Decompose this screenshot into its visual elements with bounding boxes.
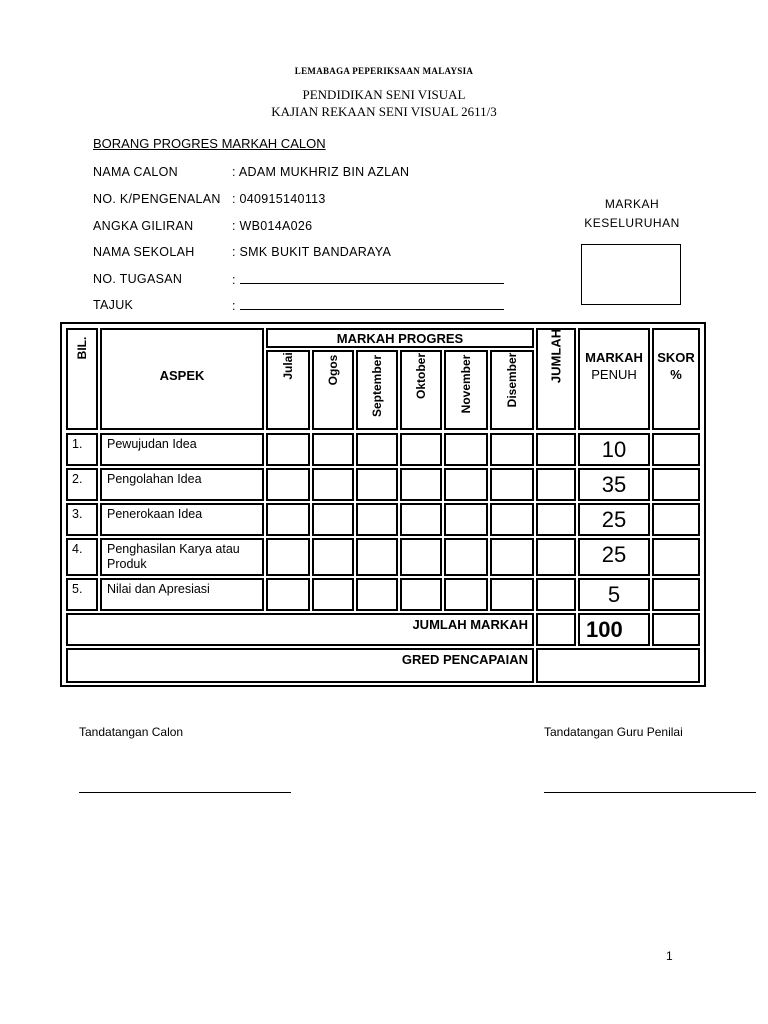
header-aspek-label: ASPEK bbox=[159, 368, 205, 383]
row-4-skor[interactable] bbox=[652, 538, 700, 576]
markah-keseluruhan-label-1: MARKAH bbox=[604, 197, 660, 211]
row-5-disember[interactable] bbox=[490, 578, 534, 611]
row-penuh-value: 35 bbox=[601, 472, 627, 497]
header-bil bbox=[66, 328, 98, 430]
jumlah-markah-label: JUMLAH MARKAH bbox=[412, 617, 528, 632]
field-label-no-kp: NO. K/PENGENALAN bbox=[93, 192, 221, 206]
field-label-angka-giliran: ANGKA GILIRAN bbox=[93, 219, 194, 233]
field-label-nama-calon: NAMA CALON bbox=[93, 165, 178, 179]
row-5-aspek bbox=[100, 578, 264, 611]
field-colon: : bbox=[232, 273, 236, 287]
header-month-label: Oktober bbox=[414, 352, 428, 400]
row-4-september[interactable] bbox=[356, 538, 398, 576]
row-2-jumlah[interactable] bbox=[536, 468, 576, 501]
row-4-november[interactable] bbox=[444, 538, 488, 576]
row-1-november[interactable] bbox=[444, 433, 488, 466]
header-month bbox=[444, 350, 488, 430]
row-5-bil bbox=[66, 578, 98, 611]
markah-keseluruhan-box[interactable] bbox=[581, 244, 681, 305]
exam-board-title: LEMABAGA PEPERIKSAAN MALAYSIA bbox=[294, 66, 474, 76]
row-aspek: Penerokaan Idea bbox=[107, 507, 203, 521]
header-month-label: September bbox=[370, 354, 384, 418]
row-3-november[interactable] bbox=[444, 503, 488, 536]
row-1-penuh bbox=[578, 433, 650, 466]
header-month bbox=[356, 350, 398, 430]
blank-line bbox=[240, 298, 504, 310]
row-2-aspek bbox=[100, 468, 264, 501]
row-1-september[interactable] bbox=[356, 433, 398, 466]
row-4-ogos[interactable] bbox=[312, 538, 354, 576]
field-value-nama-sekolah: : SMK BUKIT BANDARAYA bbox=[232, 245, 392, 259]
header-month bbox=[400, 350, 442, 430]
row-5-skor[interactable] bbox=[652, 578, 700, 611]
row-3-aspek bbox=[100, 503, 264, 536]
header-aspek bbox=[100, 328, 264, 430]
page-number: 1 bbox=[666, 949, 673, 963]
header-markah-progres bbox=[266, 328, 534, 348]
row-bil: 2. bbox=[72, 472, 83, 486]
gred-pencapaian-label: GRED PENCAPAIAN bbox=[401, 652, 528, 667]
field-no-tugasan[interactable] bbox=[232, 272, 504, 287]
header-month-label: November bbox=[459, 354, 473, 414]
form-title: BORANG PROGRES MARKAH CALON bbox=[93, 136, 326, 151]
row-5-november[interactable] bbox=[444, 578, 488, 611]
field-value-angka-giliran: : WB014A026 bbox=[232, 219, 313, 233]
header-markah-penuh-label-2: PENUH bbox=[591, 367, 637, 382]
field-label-tajuk: TAJUK bbox=[93, 298, 134, 312]
row-aspek: Penghasilan Karya atau Produk bbox=[107, 542, 240, 571]
gred-pencapaian-value-cell[interactable] bbox=[536, 648, 700, 683]
row-4-jumlah[interactable] bbox=[536, 538, 576, 576]
row-aspek: Pewujudan Idea bbox=[107, 437, 197, 451]
subject-title: PENDIDIKAN SENI VISUAL bbox=[302, 87, 466, 102]
jumlah-markah-label-cell bbox=[66, 613, 534, 646]
header-markah-progres-label: MARKAH PROGRES bbox=[336, 331, 464, 346]
row-1-oktober[interactable] bbox=[400, 433, 442, 466]
row-penuh-value: 25 bbox=[601, 542, 627, 567]
jumlah-markah-value-cell[interactable] bbox=[536, 613, 576, 646]
header-month bbox=[312, 350, 354, 430]
header-month bbox=[266, 350, 310, 430]
row-penuh-value: 10 bbox=[601, 437, 627, 462]
signature-guru-line[interactable] bbox=[544, 792, 756, 793]
row-penuh-value: 5 bbox=[607, 582, 621, 607]
row-2-skor[interactable] bbox=[652, 468, 700, 501]
progress-table bbox=[60, 322, 706, 687]
gred-pencapaian-label-cell bbox=[66, 648, 534, 683]
jumlah-markah-skor-cell[interactable] bbox=[652, 613, 700, 646]
row-1-aspek bbox=[100, 433, 264, 466]
row-bil: 5. bbox=[72, 582, 83, 596]
field-tajuk[interactable] bbox=[232, 298, 504, 313]
header-skor-label-1: SKOR bbox=[657, 350, 695, 365]
field-value-nama-calon: : ADAM MUKHRIZ BIN AZLAN bbox=[232, 165, 410, 179]
header-markah-penuh-label-1: MARKAH bbox=[585, 350, 643, 365]
field-value-no-kp: : 040915140113 bbox=[232, 192, 326, 206]
row-bil: 1. bbox=[72, 437, 83, 451]
row-3-oktober[interactable] bbox=[400, 503, 442, 536]
signature-calon-label: Tandatangan Calon bbox=[79, 725, 184, 739]
row-4-bil bbox=[66, 538, 98, 576]
field-label-no-tugasan: NO. TUGASAN bbox=[93, 272, 183, 286]
row-2-disember[interactable] bbox=[490, 468, 534, 501]
header-skor bbox=[652, 328, 700, 430]
field-colon: : bbox=[232, 299, 236, 313]
row-3-penuh bbox=[578, 503, 650, 536]
row-2-september[interactable] bbox=[356, 468, 398, 501]
header-jumlah-label: JUMLAH bbox=[548, 328, 564, 384]
field-label-nama-sekolah: NAMA SEKOLAH bbox=[93, 245, 195, 259]
row-1-julai[interactable] bbox=[266, 433, 310, 466]
row-2-bil bbox=[66, 468, 98, 501]
row-5-julai[interactable] bbox=[266, 578, 310, 611]
jumlah-markah-penuh-value: 100 bbox=[586, 617, 623, 642]
signature-calon-line[interactable] bbox=[79, 792, 291, 793]
row-1-disember[interactable] bbox=[490, 433, 534, 466]
row-3-ogos[interactable] bbox=[312, 503, 354, 536]
header-month bbox=[490, 350, 534, 430]
row-2-oktober[interactable] bbox=[400, 468, 442, 501]
row-2-penuh bbox=[578, 468, 650, 501]
row-2-november[interactable] bbox=[444, 468, 488, 501]
row-bil: 3. bbox=[72, 507, 83, 521]
header-markah-penuh bbox=[578, 328, 650, 430]
paper-title: KAJIAN REKAAN SENI VISUAL 2611/3 bbox=[271, 104, 497, 119]
header-skor-label-2: % bbox=[670, 367, 682, 382]
row-aspek: Nilai dan Apresiasi bbox=[107, 582, 210, 596]
jumlah-markah-penuh-cell bbox=[578, 613, 650, 646]
header-jumlah bbox=[536, 328, 576, 430]
row-3-jumlah[interactable] bbox=[536, 503, 576, 536]
row-3-disember[interactable] bbox=[490, 503, 534, 536]
row-1-skor[interactable] bbox=[652, 433, 700, 466]
row-4-aspek bbox=[100, 538, 264, 576]
markah-keseluruhan-label-2: KESELURUHAN bbox=[584, 216, 680, 230]
header-month-label: Julai bbox=[281, 352, 295, 380]
header-bil-label: BIL. bbox=[75, 336, 89, 360]
row-2-julai[interactable] bbox=[266, 468, 310, 501]
row-2-ogos[interactable] bbox=[312, 468, 354, 501]
row-5-penuh bbox=[578, 578, 650, 611]
signature-guru-label: Tandatangan Guru Penilai bbox=[544, 725, 683, 739]
row-4-julai[interactable] bbox=[266, 538, 310, 576]
row-1-bil bbox=[66, 433, 98, 466]
row-3-julai[interactable] bbox=[266, 503, 310, 536]
row-5-jumlah[interactable] bbox=[536, 578, 576, 611]
row-3-september[interactable] bbox=[356, 503, 398, 536]
row-bil: 4. bbox=[72, 542, 83, 556]
header-month-label: Ogos bbox=[326, 354, 340, 386]
row-5-ogos[interactable] bbox=[312, 578, 354, 611]
row-3-bil bbox=[66, 503, 98, 536]
blank-line bbox=[240, 272, 504, 284]
row-penuh-value: 25 bbox=[601, 507, 627, 532]
row-aspek: Pengolahan Idea bbox=[107, 472, 202, 486]
header-month-label: Disember bbox=[505, 352, 519, 408]
row-5-september[interactable] bbox=[356, 578, 398, 611]
row-4-disember[interactable] bbox=[490, 538, 534, 576]
row-4-oktober[interactable] bbox=[400, 538, 442, 576]
row-3-skor[interactable] bbox=[652, 503, 700, 536]
row-4-penuh bbox=[578, 538, 650, 576]
row-1-jumlah[interactable] bbox=[536, 433, 576, 466]
row-5-oktober[interactable] bbox=[400, 578, 442, 611]
row-1-ogos[interactable] bbox=[312, 433, 354, 466]
